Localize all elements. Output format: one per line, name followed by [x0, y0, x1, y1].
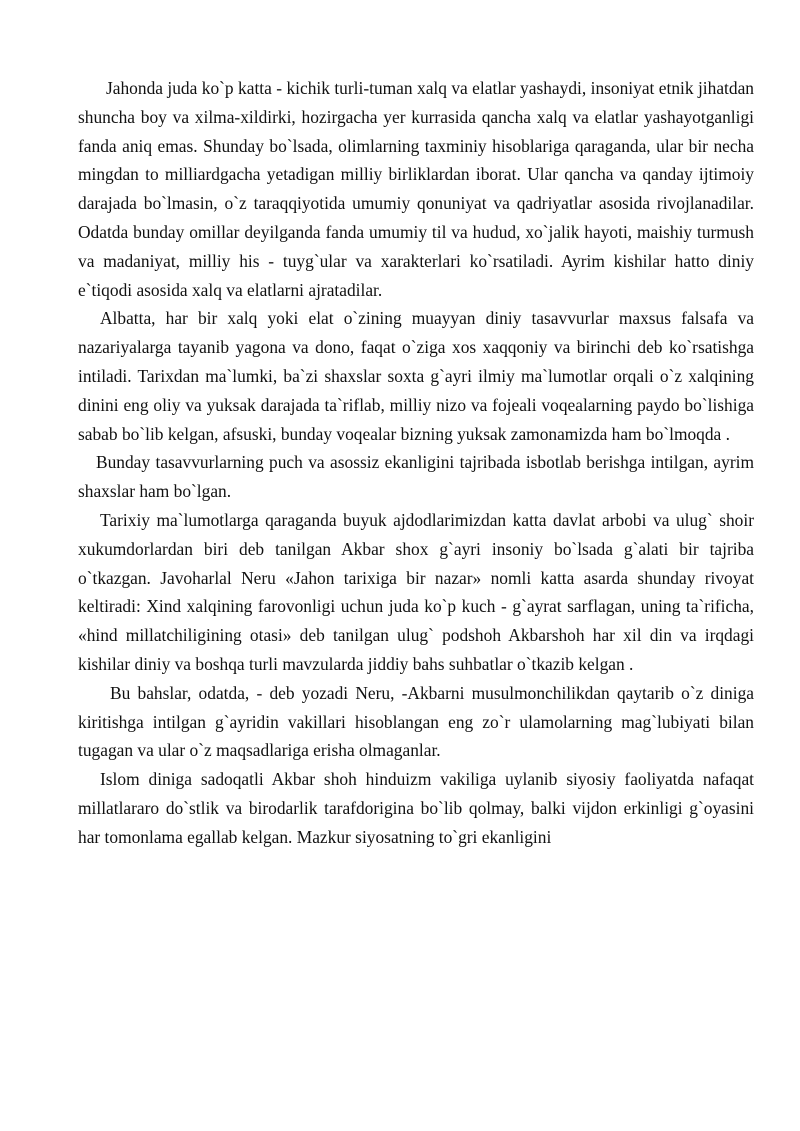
paragraph: Bu bahslar, odatda, - deb yozadi Neru, -Akbarni musulmonchilikdan qaytarib o`z diniga kiritishga intilgan g`ayridin vakillari hisoblangan eng zo`r ulamolarning mag`lubiyati bilan tugagan va ular o`z maqsadlariga erisha olmaganlar. [78, 682, 754, 761]
paragraph: Islom diniga sadoqatli Akbar shoh hinduizm vakiliga uylanib siyosiy faoliyatda nafaqat millatlararo do`stlik va birodarlik tarafdorigina bo`lib qolmay, balki vijdon erkinligi g`oyasini har tomonlama egallab kelgan. Mazkur siyosatning to`gri ekanligini [78, 769, 754, 847]
paragraph: Tarixiy ma`lumotlarga qaraganda buyuk ajdodlarimizdan katta davlat arbobi va ulug` shoir xukumdorlardan biri deb tanilgan Akbar shox g`ayri insoniy bo`lsada g`alati bir tajriba o`tkazgan. Javoharlal Neru «Jahon tarixiga bir nazar» nomli katta asarda shunday rivoyat keltiradi: Xind xalqining farovonligi uchun juda ko`p kuch - g`ayrat sarflagan, uning ta`rificha, «hind millatchiligining otasi» deb tanilgan ulug` podshoh Akbarshoh har xil din va irqdagi kishilar diniy va boshqa turli mavzularda jiddiy bahs suhbatlar o`tkazib kelgan . [78, 509, 754, 674]
body-text [78, 74, 754, 852]
paragraph: Albatta, har bir xalq yoki elat o`zining muayyan diniy tasavvurlar maxsus falsafa va nazariyalarga tayanib yagona va dono, faqat o`ziga xos xaqqoniy va birinchi deb ko`rsatishga intiladi. Tarixdan ma`lumki, ba`zi shaxslar soxta g`ayri ilmiy ma`lumotlar orqali o`z xalqining dinini eng oliy va yuksak darajada ta`riflab, milliy nizo va fojeali voqealarning paydo bo`lishiga sabab bo`lib kelgan, afsuski, bunday voqealar bizning yuksak zamonamizda ham bo`lmoqda . [78, 308, 754, 444]
paragraph: Bunday tasavvurlarning puch va asossiz ekanligini tajribada isbotlab berishga intilgan, ayrim shaxslar ham bo`lgan. [78, 452, 754, 502]
paragraph: Jahonda juda ko`p katta - kichik turli-tuman xalq va elatlar yashaydi, insoniyat etnik jihatdan shuncha boy va xilma-xildirki, hozirgacha yer kurrasida qancha xalq va elatlar yashayotganligi fanda aniq emas. Shunday bo`lsada, olimlarning taxminiy hisoblariga qaraganda, ular bir necha mingdan to milliardgacha yetadigan milliy birliklardan iborat. Ular qancha va qanday ijtimoiy darajada bo`lmasin, o`z taraqqiyotida umumiy qonuniyat va qadriyatlar asosida rivojlanadilar. Odatda bunday omillar deyilganda fanda umumiy til va hudud, xo`jalik hayoti, maishiy turmush va madaniyat, milliy his - tuyg`ular va xarakterlari ko`rsatiladi. Ayrim kishilar hatto diniy e`tiqodi asosida xalq va elatlarni ajratadilar. [78, 78, 754, 300]
